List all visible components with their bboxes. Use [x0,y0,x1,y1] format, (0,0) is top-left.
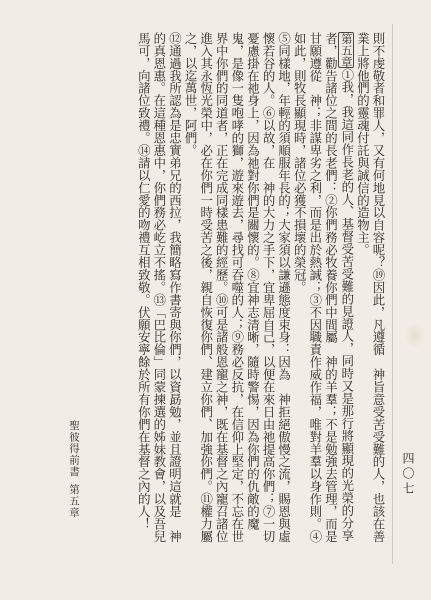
page-number: 四〇七 [401,452,415,497]
paragraph-text: ⑤同樣地，年輕的須順服年長的；大家須以謙遜態度束身：因為 神拒絕傲慢之流，賜恩與虛懷若谷的人。⑥以故，在 神的大力之手下，宜卑屈自己，以便在來日由祂提高你們；⑦一切憂慮掛在祂身上，因為祂對你們是關懷的。⑧宜神志清晰，隨時警惕，因為你們的仇敵的魔鬼，是像一隻咆哮的獅，遊來遊去，尋找可吞噬的人；⑨務必反抗，在信仰上堅定，不忘在世界中你們的同道者，正在完成同樣患難的經歷。⑩可是諸般恩寵之神，既在基督之內寵召諸位進入其永恆光榮中，必在你們一時受苦之後，親自恢復你們、建立你們、加強你們。⑪權力屬之，以迄萬世，阿們。 [183,32,292,543]
paragraph [292,32,355,554]
paragraph-text: ①我，我這同作長老的人、基督受苦受難的見證人，同時又是那行將顯現的光榮的分享者，勸告諸位之間的長老們：②你們務必牧養你們中間屬 神的羊羣；不是勉強去管理，而是甘願遵從 神；非謀卑劣之利，而是出於熱誠；③不因職責作威作福，唯對羊羣以身作則。④如此，則牧長顯現時，諸位必獲不損壞的榮冠。 [292,32,355,543]
body-text [60,32,386,554]
paragraph [355,32,386,554]
running-header-book: 聖彼得前書 [68,420,80,478]
paragraph [136,32,183,554]
running-header-chapter: 第五章 [68,484,80,519]
margin-rule [392,24,393,564]
paper-stain [405,322,425,348]
paragraph-text: 則不虔敬者和罪人，又有何地見以自容呢？⑲因此，凡遵循 神旨意受苦受難的人，也該在善業上將他們的靈魂付託與誠信的造物主。 [355,32,386,543]
chapter-heading: 第五章 [339,33,354,68]
paragraph [182,32,291,554]
paragraph-text: ⑫通過我所認為是忠實弟兄的西拉，我簡略寫作書寄與你們，以資勗勉，並且證明這就是 神的真恩惠。在這種恩惠中，你們務必屹立不搖。⑬「巴比倫」同蒙揀選的姊妹教會，以及吾兒馬可，向諸位致禮。⑭請以仁愛的吻禮互相致敬。伏願安寧餘於所有你們在基督之內的人！ [136,32,183,543]
